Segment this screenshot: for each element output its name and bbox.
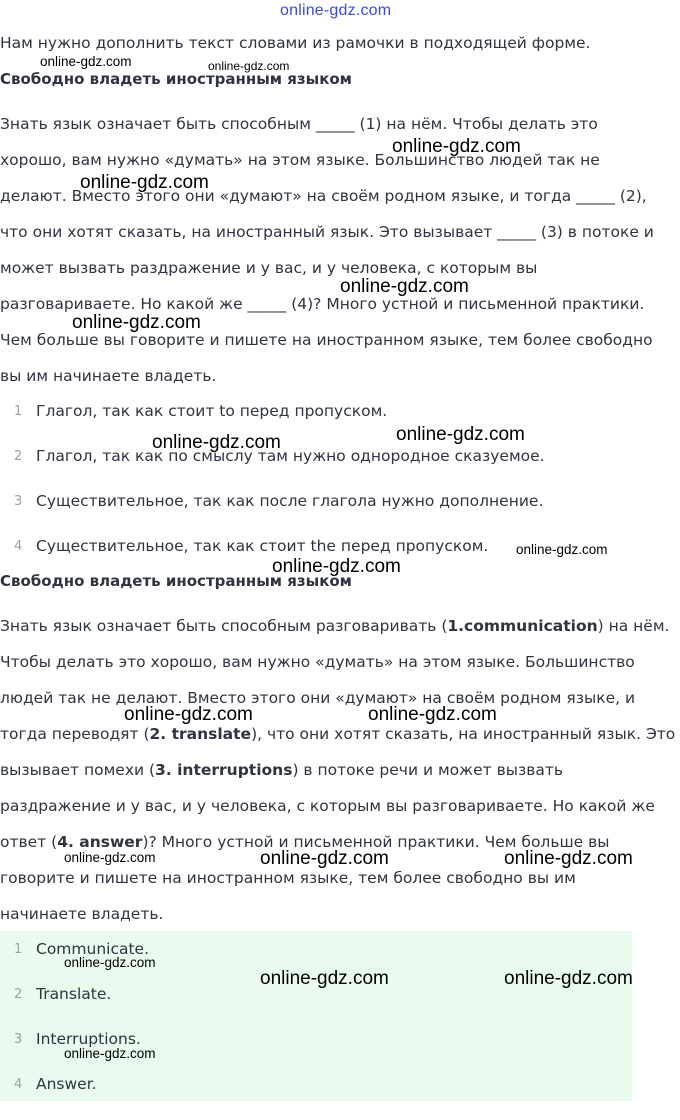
watermark: online-gdz.com (392, 136, 521, 157)
text-line: Чтобы делать это хорошо, вам нужно «думать» на этом языке. Большинство (0, 653, 635, 671)
section1-text (0, 106, 680, 394)
answer-word: 4. answer (57, 833, 143, 851)
watermark: online-gdz.com (208, 59, 290, 73)
item-text: Communicate. (36, 940, 150, 958)
text-line: Чем больше вы говорите и пишете на иностранном языке, тем более свободно (0, 331, 653, 349)
watermark: online-gdz.com (504, 968, 633, 989)
section2-title: Свободно владеть иностранным языком (0, 572, 352, 590)
item-number: 3 (14, 494, 23, 509)
item-text: Interruptions. (36, 1030, 141, 1048)
watermark: online-gdz.com (504, 848, 633, 869)
list-item (0, 985, 680, 1030)
item-number: 2 (14, 449, 23, 464)
text-line: начинаете владеть. (0, 905, 164, 923)
answer-word: 2. translate (149, 725, 252, 743)
answer-word: 1.communication (447, 617, 598, 635)
watermark: online-gdz.com (80, 172, 209, 193)
text-line: говорите и пишете на иностранном языке, тем более свободно вы им (0, 869, 576, 887)
watermark: online-gdz.com (516, 542, 608, 557)
list-item (0, 1075, 680, 1120)
text-line: раздражение и у вас, и у человека, с которым вы разговариваете. Но какой же (0, 797, 655, 815)
item-text: Существительное, так как стоит the перед пропуском. (36, 537, 489, 555)
watermark: online-gdz.com (368, 704, 497, 725)
item-text: Существительное, так как после глагола нужно дополнение. (36, 492, 544, 510)
section2-text (0, 608, 680, 932)
text-line: хорошо, вам нужно «думать» на этом языке. Большинство людей так не (0, 151, 600, 169)
text-line: ответ (4. answer)? Много устной и письменной практики. Чем больше вы (0, 833, 610, 851)
text-line: Знать язык означает быть способным разговаривать (1.communication) на нём. (0, 617, 670, 635)
item-text: Глагол, так как по смыслу там нужно однородное сказуемое. (36, 447, 545, 465)
text-line: Знать язык означает быть способным _____ (1) на нём. Чтобы делать это (0, 115, 598, 133)
text-line: людей так не делают. Вместо этого они «думают» на своём родном языке, и (0, 689, 636, 707)
site-logo[interactable]: online-gdz.com (280, 2, 392, 19)
text-line: вы им начинаете владеть. (0, 367, 217, 385)
list-item (0, 492, 680, 537)
watermark: online-gdz.com (396, 424, 525, 445)
item-number: 1 (14, 942, 23, 957)
watermark: online-gdz.com (124, 704, 253, 725)
answer-word: 3. interruptions (155, 761, 293, 779)
text-line: делают. Вместо этого они «думают» на своём родном языке, и тогда _____ (2), (0, 187, 647, 205)
watermark: online-gdz.com (340, 276, 469, 297)
watermark: online-gdz.com (64, 850, 156, 865)
item-number: 4 (14, 1077, 23, 1092)
text-line: вызывает помехи (3. interruptions) в потоке речи и может вызвать (0, 761, 564, 779)
watermark: online-gdz.com (260, 848, 389, 869)
section1-title: Свободно владеть иностранным языком (0, 70, 352, 88)
watermark: online-gdz.com (260, 968, 389, 989)
item-number: 3 (14, 1032, 23, 1047)
item-text: Answer. (36, 1075, 97, 1093)
watermark: online-gdz.com (40, 54, 132, 69)
task-intro: Нам нужно дополнить текст словами из рамочки в подходящей форме. (0, 34, 591, 52)
item-number: 2 (14, 987, 23, 1002)
list-item (0, 402, 680, 447)
watermark: online-gdz.com (64, 1046, 156, 1061)
watermark: online-gdz.com (72, 312, 201, 333)
item-number: 4 (14, 539, 23, 554)
text-line: разговариваете. Но какой же _____ (4)? Много устной и письменной практики. (0, 295, 645, 313)
text-line: может вызвать раздражение и у вас, и у человека, с которым вы (0, 259, 538, 277)
watermark: online-gdz.com (152, 432, 281, 453)
item-text: Translate. (36, 985, 112, 1003)
item-text: Глагол, так как стоит to перед пропуском. (36, 402, 388, 420)
list-item (0, 447, 680, 492)
watermark: online-gdz.com (64, 955, 156, 970)
text-line: тогда переводят (2. translate), что они хотят сказать, на иностранный язык. Это (0, 725, 676, 743)
item-number: 1 (14, 404, 23, 419)
watermark: online-gdz.com (272, 556, 401, 577)
text-line: что они хотят сказать, на иностранный язык. Это вызывает _____ (3) в потоке и (0, 223, 654, 241)
